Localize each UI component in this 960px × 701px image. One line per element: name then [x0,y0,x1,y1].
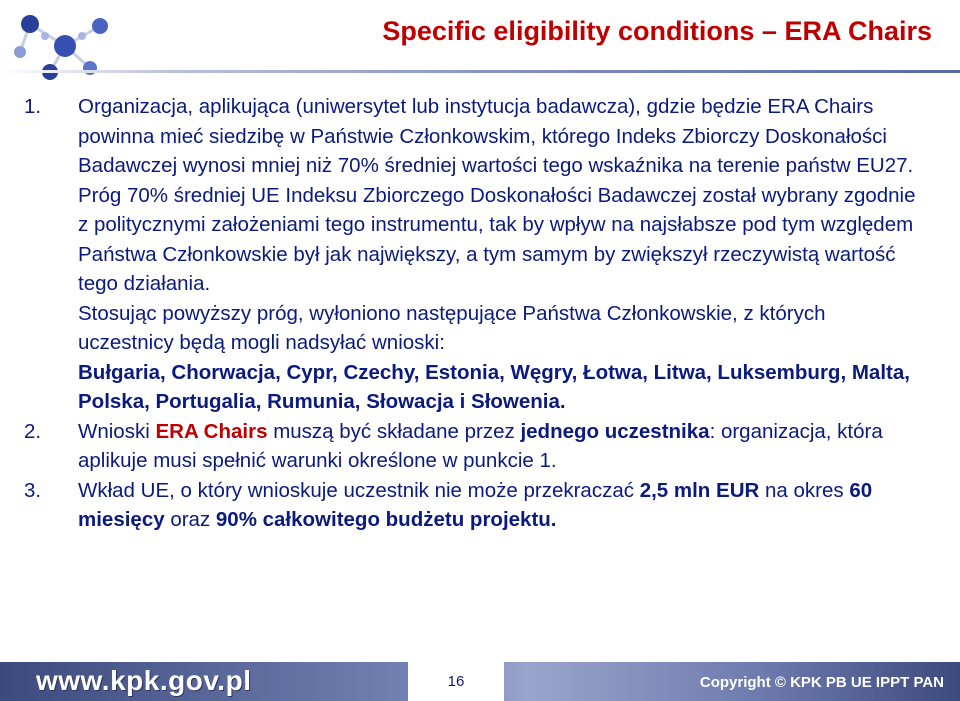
footer-bar [0,662,960,701]
era-chairs-highlight: ERA Chairs [155,419,268,443]
page-number: 16 [447,673,465,690]
copyright-text: Copyright © KPK PB UE IPPT PAN [699,674,944,691]
slide-body [24,92,924,535]
footer-url: www.kpk.gov.pl [36,665,252,696]
list-item-1 [24,92,924,417]
list-item-2 [24,417,924,476]
duration-highlight: 60 miesięcy [78,478,873,531]
list-number: 1. [24,95,42,118]
text-run: oraz [164,508,216,531]
single-participant-highlight: jednego uczestnika [520,419,710,443]
amount-highlight: 2,5 mln EUR [639,478,760,502]
text-run: Wnioski [78,419,156,443]
country-list: Bułgaria, Chorwacja, Cypr, Czechy, Estonia, Węgry, Łotwa, Litwa, Luksemburg, Malta, Polska, Portugalia, Rumunia, Słowacja i Słowenia. [78,360,910,413]
text-run: na okres [759,478,850,502]
text-run: muszą być składane przez [267,419,521,443]
item1-paragraph: Organizacja, aplikująca (uniwersytet lub instytucja badawcza), gdzie będzie ERA Chairs powinna mieć siedzibę w Państwie Członkowskim, którego Indeks Zbiorczy Doskonałości Badawczej wynosi mniej niż 70% średniej wartości tego wskaźnika na terenie państw EU27. [78,95,914,177]
title-divider [0,70,960,73]
list-number: 3. [24,478,42,502]
item1-paragraph: Stosując powyższy próg, wyłoniono następujące Państwa Członkowskie, z których uczestnicy będą mogli nadsyłać wnioski: [78,301,826,354]
text-run: : organizacja, która aplikuje musi spełnić warunki określone w punkcie 1. [78,419,883,472]
item1-paragraph: Próg 70% średniej UE Indeksu Zbiorczego Doskonałości Badawczej został wybrany zgodnie z politycznymi założeniami tego instrumentu, tak by wpływ na najsłabsze pod tym względem Państwa Członkowskie był jak największy, a tym samym by zwiększył rzeczywistą wartość tego działania. [78,183,916,295]
list-item-3 [24,476,924,535]
molecule-logo-icon [10,6,120,86]
text-run: Wkład UE, o który wnioskuje uczestnik nie może przekraczać [78,478,640,502]
slide-title: Specific eligibility conditions – ERA Chairs [382,16,932,46]
budget-highlight: 90% całkowitego budżetu projektu. [215,508,557,531]
page-number-box [408,662,504,701]
list-number: 2. [24,419,42,443]
